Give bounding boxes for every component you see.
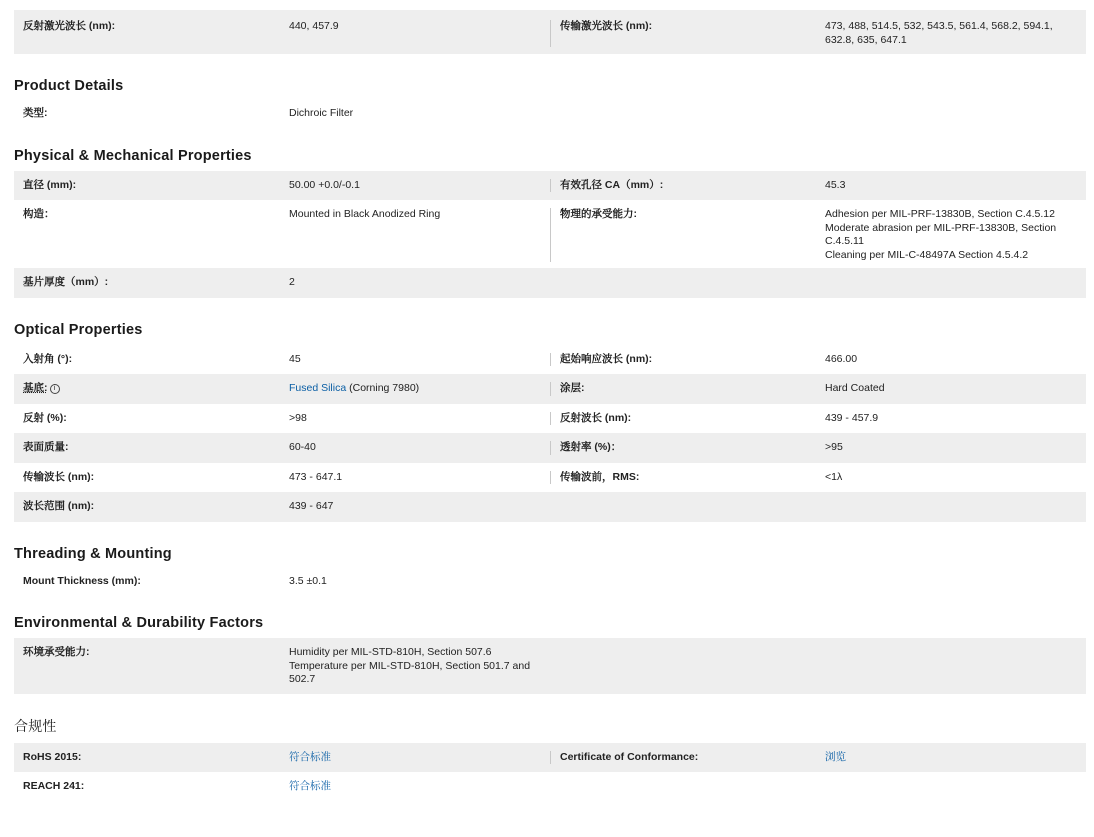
substrate-label[interactable]: 基底: [23, 382, 48, 394]
diameter-value: 50.00 +0.0/-0.1 [289, 178, 360, 191]
mount-thickness-label: Mount Thickness (mm): [23, 574, 141, 587]
transmitted-laser-label: 传输激光波长 (nm): [550, 20, 816, 47]
clear-aperture-value: 45.3 [825, 178, 846, 191]
environmental-line: 502.7 [289, 673, 316, 685]
reach-label: REACH 241: [23, 780, 85, 792]
transmission-band-label: 传输波长 (nm): [23, 470, 95, 483]
spec-table [14, 10, 1086, 802]
clear-aperture-label: 有效孔径 CA（mm）: [550, 179, 816, 193]
type-label: 类型: [23, 107, 48, 119]
aoi-label: 入射角 (°): [23, 352, 73, 365]
diameter-label: 直径 (mm): [23, 178, 77, 191]
coating-label: 涂层: [550, 382, 816, 396]
cut-on-value: 466.00 [825, 352, 858, 365]
spec-row-wavelength-range [14, 492, 1086, 522]
surface-quality-value: 60-40 [289, 441, 316, 453]
section-heading-product-details: Product Details [14, 78, 124, 94]
fused-silica-link[interactable]: Fused Silica [289, 382, 347, 394]
reflection-value: >98 [289, 411, 307, 424]
reach-value-cell [280, 780, 550, 794]
wavelength-range-value: 439 - 647 [289, 500, 334, 512]
transmission-label: 透射率 (%)： [550, 441, 816, 455]
spec-row-laser-wavelengths [14, 10, 1086, 54]
wavelength-range-label: 波长范围 (nm): [23, 500, 95, 512]
durability-line: Cleaning per MIL-C-48497A Section 4.5.4.2 [825, 248, 1029, 261]
section-heading-optical: Optical Properties [14, 321, 143, 338]
certificate-label: Certificate of Conformance: [550, 751, 816, 765]
transmission-band-value: 473 - 647.1 [289, 470, 343, 483]
environmental-line: Humidity per MIL-STD-810H, Section 507.6 [289, 646, 492, 658]
reach-compliant-link[interactable]: 符合标准 [289, 780, 331, 792]
substrate-thickness-value: 2 [289, 276, 295, 288]
spec-row-aoi [14, 345, 1086, 375]
coating-value: Hard Coated [825, 382, 885, 394]
substrate-value-rest: (Corning 7980) [346, 382, 420, 394]
spec-row-transmission-band [14, 463, 1086, 493]
surface-quality-label: 表面质量: [23, 441, 69, 453]
durability-line: Moderate abrasion per MIL-PRF-13830B, Section [825, 221, 1057, 234]
substrate-thickness-label: 基片厚度（mm）: [23, 276, 109, 288]
durability-line: C.4.5.11 [825, 235, 864, 247]
transmitted-laser-value: 473, 488, 514.5, 532, 543.5, 561.4, 568.2, 594.1, 632.8, 635, 647.1 [825, 20, 1053, 46]
section-heading-physical: Physical & Mechanical Properties [14, 147, 252, 164]
durability-line: Adhesion per MIL-PRF-13830B, Section C.4.5.12 [825, 208, 1055, 220]
reflected-laser-label: 反射激光波长 (nm): [23, 20, 116, 32]
rohs-label: RoHS 2015: [23, 750, 82, 763]
spec-row-construction [14, 200, 1086, 268]
spec-row-type [14, 99, 1086, 129]
certificate-view-link[interactable]: 浏览 [825, 750, 846, 763]
info-icon[interactable]: i [50, 384, 60, 394]
type-value: Dichroic Filter [289, 107, 354, 119]
environmental-label: 环境承受能力: [23, 646, 90, 658]
aoi-value: 45 [289, 352, 301, 365]
spec-row-reflection [14, 404, 1086, 434]
spec-row-rohs [14, 743, 1086, 773]
environmental-line: Temperature per MIL-STD-810H, Section 501.7 and [289, 659, 531, 672]
section-heading-environmental: Environmental & Durability Factors [14, 615, 264, 631]
construction-value: Mounted in Black Anodized Ring [289, 208, 441, 220]
durability-value [816, 208, 1086, 262]
rohs-value-cell [280, 751, 550, 765]
durability-label: 物理的承受能力: [550, 208, 816, 262]
spec-row-substrate-thickness [14, 268, 1086, 298]
construction-label: 构造： [23, 208, 55, 220]
reflected-laser-value: 440, 457.9 [289, 20, 339, 32]
spec-row-diameter [14, 171, 1086, 201]
spec-row-reach [14, 772, 1086, 802]
rohs-compliant-link[interactable]: 符合标准 [289, 750, 331, 763]
spec-row-substrate [14, 374, 1086, 404]
substrate-label-cell [14, 382, 280, 396]
reflection-label: 反射 (%): [23, 411, 67, 424]
spec-row-environmental [14, 638, 1086, 694]
substrate-value [280, 382, 550, 396]
mount-thickness-value: 3.5 ±0.1 [289, 574, 327, 587]
spec-row-mount-thickness [14, 567, 1086, 597]
cut-on-label: 起始响应波长 (nm): [550, 353, 816, 367]
wavefront-label: 传输波前，RMS: [550, 471, 816, 485]
reflection-band-label: 反射波长 (nm): [550, 412, 816, 426]
transmission-value: >95 [825, 441, 843, 453]
reflection-band-value: 439 - 457.9 [825, 411, 879, 424]
wavefront-value: <1λ [825, 470, 843, 483]
certificate-value-cell [816, 751, 1086, 765]
section-heading-threading: Threading & Mounting [14, 545, 172, 562]
spec-row-surface-quality [14, 433, 1086, 463]
section-heading-compliance: 合规性 [14, 717, 57, 734]
environmental-value [280, 646, 550, 687]
